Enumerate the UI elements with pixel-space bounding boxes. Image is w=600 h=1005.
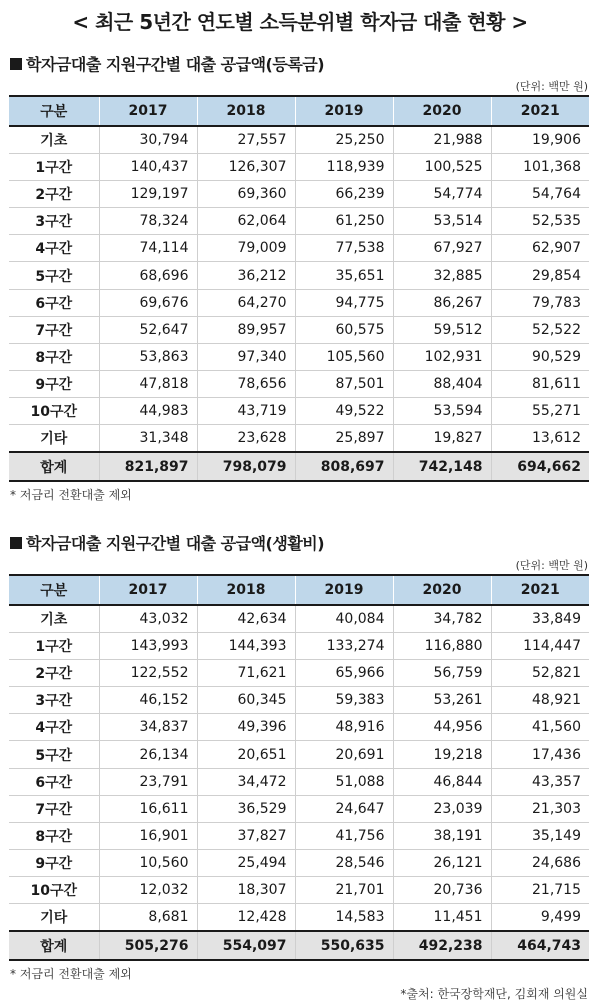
table-row [9,687,589,714]
table-row [9,714,589,741]
table-cell: 28,546 [295,849,393,876]
table-cell: 71,621 [197,660,295,687]
table-cell: 34,472 [197,768,295,795]
tuition-loan-table [9,95,589,482]
table-cell: 36,212 [197,262,295,289]
table-cell: 21,988 [393,126,491,154]
table-cell: 11,451 [393,904,491,932]
table-cell: 87,501 [295,370,393,397]
row-label: 3구간 [9,687,99,714]
table-cell: 8,681 [99,904,197,932]
row-label: 기타 [9,425,99,453]
table-cell: 21,715 [491,876,589,903]
table-cell: 59,512 [393,316,491,343]
table-cell: 18,307 [197,876,295,903]
row-label: 9구간 [9,370,99,397]
table-cell: 81,611 [491,370,589,397]
table-cell: 17,436 [491,741,589,768]
table-cell: 62,907 [491,235,589,262]
section-title-living: 학자금대출 지원구간별 대출 공급액(생활비) [10,531,324,554]
table-cell: 798,079 [197,452,295,481]
table-cell: 61,250 [295,208,393,235]
table-cell: 53,261 [393,687,491,714]
table-row [9,289,589,316]
table-row [9,425,589,453]
table-cell: 12,032 [99,876,197,903]
table-cell: 46,844 [393,768,491,795]
table-cell: 24,647 [295,795,393,822]
table-cell: 24,686 [491,849,589,876]
table-cell: 55,271 [491,397,589,424]
table-cell: 41,756 [295,822,393,849]
table-cell: 69,676 [99,289,197,316]
table-cell: 19,827 [393,425,491,453]
page-title: < 최근 5년간 연도별 소득분위별 학자금 대출 현황 > [72,10,528,34]
table-cell: 21,701 [295,876,393,903]
table-cell: 52,821 [491,660,589,687]
table-row [9,208,589,235]
table-cell: 79,783 [491,289,589,316]
table-row [9,605,589,633]
table-cell: 52,522 [491,316,589,343]
table-row [9,849,589,876]
row-label: 기타 [9,904,99,932]
row-label: 9구간 [9,849,99,876]
table-cell: 40,084 [295,605,393,633]
table-row [9,741,589,768]
table-cell: 77,538 [295,235,393,262]
table-cell: 464,743 [491,931,589,960]
table-cell: 126,307 [197,154,295,181]
table-cell: 48,921 [491,687,589,714]
row-label: 1구간 [9,633,99,660]
table-cell: 79,009 [197,235,295,262]
table-cell: 19,906 [491,126,589,154]
table-cell: 51,088 [295,768,393,795]
table-cell: 67,927 [393,235,491,262]
table-cell: 19,218 [393,741,491,768]
table-cell: 38,191 [393,822,491,849]
header-year: 2019 [295,96,393,126]
row-label: 10구간 [9,876,99,903]
table-cell: 43,357 [491,768,589,795]
table-row [9,316,589,343]
table-cell: 64,270 [197,289,295,316]
table-cell: 53,514 [393,208,491,235]
total-row [9,452,589,481]
table-cell: 44,956 [393,714,491,741]
table-cell: 129,197 [99,181,197,208]
living-loan-table [9,574,589,961]
row-label: 합계 [9,931,99,960]
table-header-row [9,96,589,126]
table-cell: 26,134 [99,741,197,768]
header-year: 2021 [491,96,589,126]
row-label: 3구간 [9,208,99,235]
table-cell: 86,267 [393,289,491,316]
table-row [9,343,589,370]
source-note: *출처: 한국장학재단, 김회재 의원실 [400,987,588,1001]
table-cell: 25,897 [295,425,393,453]
table-cell: 35,149 [491,822,589,849]
table-cell: 65,966 [295,660,393,687]
table-cell: 78,324 [99,208,197,235]
table-cell: 102,931 [393,343,491,370]
total-row [9,931,589,960]
table-cell: 60,575 [295,316,393,343]
table-cell: 54,764 [491,181,589,208]
unit-label: (단위: 백만 원) [515,80,588,93]
header-category: 구분 [9,575,99,605]
table-cell: 16,901 [99,822,197,849]
table-cell: 46,152 [99,687,197,714]
table-row [9,181,589,208]
table-cell: 41,560 [491,714,589,741]
header-category: 구분 [9,96,99,126]
table-cell: 9,499 [491,904,589,932]
table-note: * 저금리 전환대출 제외 [10,967,132,981]
table-cell: 101,368 [491,154,589,181]
table-cell: 492,238 [393,931,491,960]
table-cell: 144,393 [197,633,295,660]
table-cell: 43,032 [99,605,197,633]
unit-label: (단위: 백만 원) [515,559,588,572]
table-cell: 114,447 [491,633,589,660]
table-cell: 69,360 [197,181,295,208]
table-cell: 23,628 [197,425,295,453]
table-row [9,768,589,795]
row-label: 7구간 [9,316,99,343]
table-cell: 12,428 [197,904,295,932]
table-cell: 20,691 [295,741,393,768]
row-label: 2구간 [9,660,99,687]
table-row [9,795,589,822]
row-label: 1구간 [9,154,99,181]
row-label: 4구간 [9,235,99,262]
table-cell: 35,651 [295,262,393,289]
table-cell: 27,557 [197,126,295,154]
row-label: 5구간 [9,741,99,768]
table-row [9,397,589,424]
table-cell: 78,656 [197,370,295,397]
table-cell: 25,250 [295,126,393,154]
table-cell: 59,383 [295,687,393,714]
row-label: 기초 [9,126,99,154]
table-cell: 37,827 [197,822,295,849]
table-cell: 505,276 [99,931,197,960]
table-cell: 10,560 [99,849,197,876]
table-cell: 49,396 [197,714,295,741]
table-cell: 118,939 [295,154,393,181]
table-row [9,633,589,660]
header-year: 2018 [197,575,295,605]
table-cell: 140,437 [99,154,197,181]
table-cell: 29,854 [491,262,589,289]
table-cell: 97,340 [197,343,295,370]
row-label: 8구간 [9,343,99,370]
table-cell: 23,039 [393,795,491,822]
table-cell: 62,064 [197,208,295,235]
header-year: 2020 [393,96,491,126]
table-cell: 122,552 [99,660,197,687]
row-label: 기초 [9,605,99,633]
section-title-tuition: 학자금대출 지원구간별 대출 공급액(등록금) [10,52,324,75]
table-cell: 48,916 [295,714,393,741]
table-cell: 53,594 [393,397,491,424]
table-cell: 105,560 [295,343,393,370]
table-cell: 694,662 [491,452,589,481]
table-cell: 32,885 [393,262,491,289]
table-cell: 90,529 [491,343,589,370]
table-cell: 116,880 [393,633,491,660]
table-cell: 88,404 [393,370,491,397]
table-row [9,235,589,262]
table-cell: 25,494 [197,849,295,876]
row-label: 7구간 [9,795,99,822]
table-cell: 26,121 [393,849,491,876]
table-cell: 550,635 [295,931,393,960]
header-year: 2018 [197,96,295,126]
table-cell: 21,303 [491,795,589,822]
row-label: 8구간 [9,822,99,849]
table-cell: 100,525 [393,154,491,181]
table-cell: 34,782 [393,605,491,633]
table-cell: 808,697 [295,452,393,481]
table-cell: 44,983 [99,397,197,424]
table-row [9,904,589,932]
table-cell: 89,957 [197,316,295,343]
table-cell: 16,611 [99,795,197,822]
table-cell: 68,696 [99,262,197,289]
table-cell: 53,863 [99,343,197,370]
header-year: 2020 [393,575,491,605]
table-cell: 23,791 [99,768,197,795]
table-row [9,154,589,181]
table-cell: 47,818 [99,370,197,397]
table-row [9,262,589,289]
table-cell: 13,612 [491,425,589,453]
row-label: 6구간 [9,289,99,316]
table-cell: 742,148 [393,452,491,481]
table-note: * 저금리 전환대출 제외 [10,488,132,502]
table-cell: 133,274 [295,633,393,660]
table-cell: 54,774 [393,181,491,208]
row-label: 2구간 [9,181,99,208]
header-year: 2019 [295,575,393,605]
row-label: 5구간 [9,262,99,289]
square-bullet-icon [10,537,22,549]
table-cell: 821,897 [99,452,197,481]
table-header-row [9,575,589,605]
row-label: 6구간 [9,768,99,795]
table-cell: 143,993 [99,633,197,660]
table-cell: 49,522 [295,397,393,424]
table-cell: 94,775 [295,289,393,316]
row-label: 4구간 [9,714,99,741]
header-year: 2017 [99,96,197,126]
table-cell: 31,348 [99,425,197,453]
table-row [9,822,589,849]
table-cell: 43,719 [197,397,295,424]
table-cell: 34,837 [99,714,197,741]
header-year: 2017 [99,575,197,605]
table-row [9,126,589,154]
table-cell: 30,794 [99,126,197,154]
table-row [9,660,589,687]
table-cell: 42,634 [197,605,295,633]
square-bullet-icon [10,58,22,70]
table-cell: 20,736 [393,876,491,903]
table-row [9,370,589,397]
table-cell: 74,114 [99,235,197,262]
table-cell: 52,535 [491,208,589,235]
header-year: 2021 [491,575,589,605]
table-cell: 66,239 [295,181,393,208]
row-label: 10구간 [9,397,99,424]
table-cell: 33,849 [491,605,589,633]
table-cell: 60,345 [197,687,295,714]
table-cell: 20,651 [197,741,295,768]
table-cell: 36,529 [197,795,295,822]
table-cell: 14,583 [295,904,393,932]
table-cell: 554,097 [197,931,295,960]
table-row [9,876,589,903]
table-cell: 56,759 [393,660,491,687]
table-cell: 52,647 [99,316,197,343]
row-label: 합계 [9,452,99,481]
